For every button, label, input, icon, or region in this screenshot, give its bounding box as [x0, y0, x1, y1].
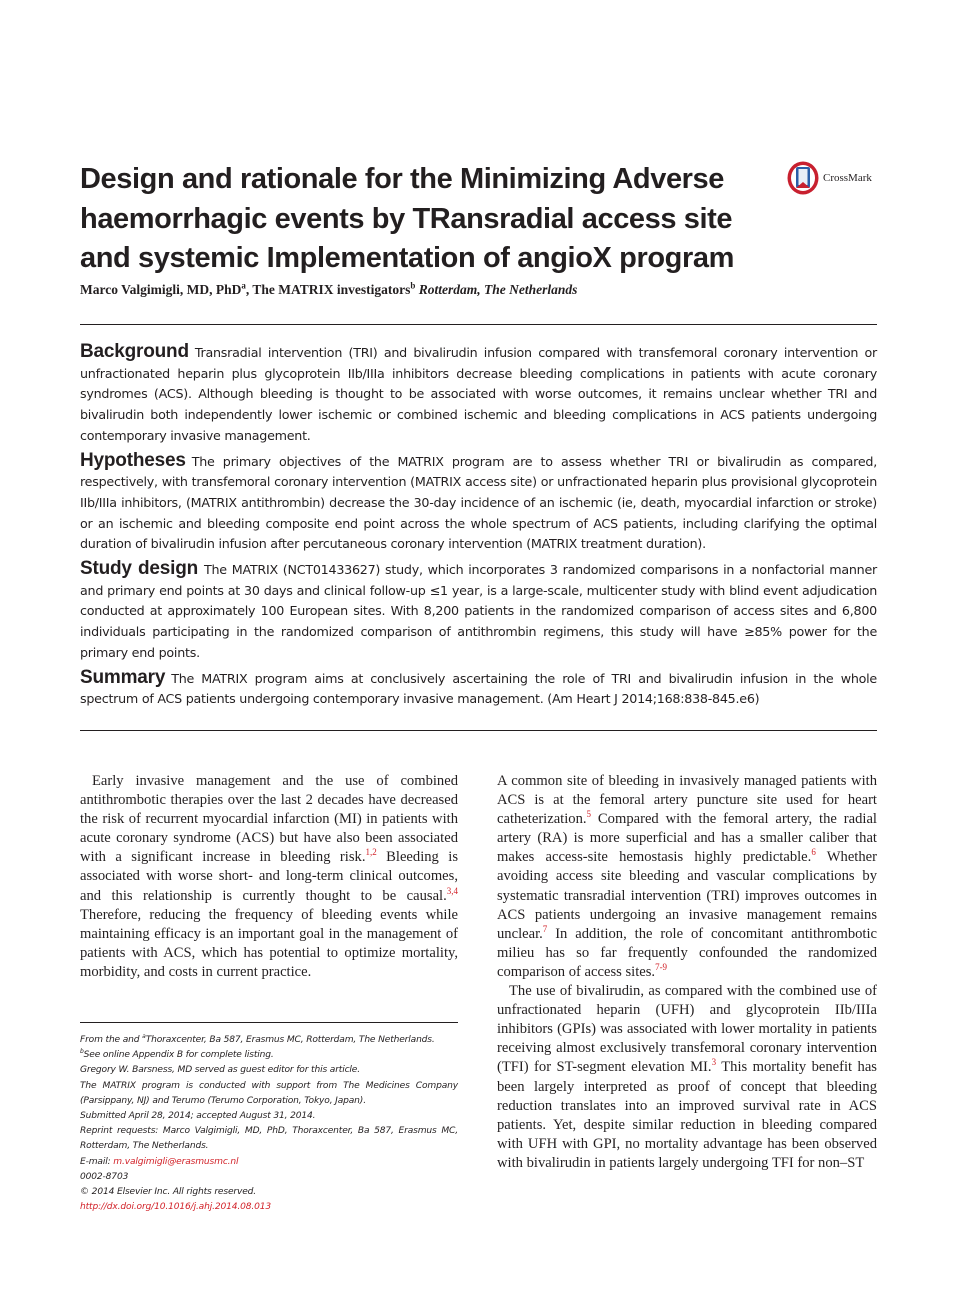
abstract-heading: Background — [80, 341, 189, 362]
abstract-heading: Summary — [80, 666, 166, 688]
abstract-divider — [80, 730, 877, 731]
footnote-copyright: © 2014 Elsevier Inc. All rights reserved. — [80, 1187, 257, 1198]
footnote-text: From the and — [80, 1035, 143, 1045]
body-text: Bleeding is associated with worse short- and long-term clinical outcomes, and this relationship is currently thought to be causal. — [80, 849, 458, 904]
body-text: This mortality benefit has been largely interpreted as proof of concept that bleeding reduction translates into an improved survival rate in ACS patients. Yet, despite similar reduction in bleeding compared with UFH with GPI, no mortality advantage has been observed with bivalirudin in patients largely undergoing TFI for non–ST — [497, 1059, 877, 1171]
header-divider — [80, 324, 877, 325]
author-group: The MATRIX investigators — [252, 282, 411, 297]
footnote-text: Thoraxcenter, Ba 587, Erasmus MC, Rotterdam, The Netherlands. — [145, 1035, 435, 1045]
body-text: Whether avoiding access site bleeding and vascular complications by systematic transradial intervention (TRI) improves outcomes in ACS patients undergoing an invasive management remains unclear. — [497, 849, 877, 942]
abstract — [80, 342, 877, 714]
author-separator: , — [245, 282, 253, 297]
reference-link[interactable]: 3,4 — [446, 885, 458, 896]
abstract-study-design — [80, 559, 877, 664]
email-link[interactable]: m.valgimigli@erasmusmc.nl — [113, 1156, 239, 1167]
footnote-affiliation-a — [80, 1033, 458, 1048]
footnote-dates: Submitted April 28, 2014; accepted August 31, 2014. — [80, 1111, 316, 1122]
abstract-heading: Hypotheses — [80, 449, 186, 471]
abstract-heading: Study design — [80, 558, 199, 580]
footnote-support: The MATRIX program is conducted with support from The Medicines Company (Parsippany, NJ) and Terumo (Terumo Corporation, Tokyo, Japan). — [80, 1080, 458, 1106]
body-text: A common site of bleeding in invasively managed patients with ACS is at the femoral artery puncture site used for heart catheterization. — [497, 773, 877, 828]
abstract-background — [80, 342, 877, 447]
body-column-left — [80, 772, 458, 982]
body-paragraph — [497, 772, 877, 982]
body-column-right — [497, 772, 877, 1173]
author-line — [80, 282, 880, 298]
reference-link[interactable]: 5 — [586, 809, 592, 820]
footnote-issn: 0002-8703 — [80, 1171, 129, 1182]
body-text: Early invasive management and the use of combined antithrombotic therapies over the last 2 decades have decreased the risk of recurrent myocardial infarction (MI) in patients with acute coronary syndrome (ACS) but have also been associated with a significant increase in bleeding risk. — [80, 773, 458, 866]
footnote-text: See online Appendix B for complete listing. — [83, 1050, 274, 1061]
affiliation-marker: b — [410, 280, 416, 291]
reference-link[interactable]: 7-9 — [655, 962, 668, 973]
body-paragraph — [497, 982, 877, 1173]
body-text: The use of bivalirudin, as compared with the combined use of unfractionated heparin (UFH) and glycoprotein IIb/IIIa inhibitors (GPIs) was associated with lower mortality in patients receiving almost exclusively transfemoral coronary intervention (TFI) for ST-segment elevation MI. — [497, 983, 877, 1076]
reference-link[interactable]: 7 — [542, 923, 548, 934]
body-text: Compared with the femoral artery, the radial artery (RA) is more superficial and has a smaller caliber that makes access-site hemostasis highly predictable. — [497, 811, 877, 866]
crossmark-icon — [786, 160, 820, 196]
footnote-email — [80, 1155, 458, 1170]
footnote-marker: a — [142, 1032, 146, 1040]
reference-link[interactable]: 3 — [711, 1057, 717, 1068]
footnote-text: E-mail: — [80, 1156, 114, 1167]
footnote-reprint: Reprint requests: Marco Valgimigli, MD, PhD, Thoraxcenter, Ba 587, Erasmus MC, Rotterdam, The Netherlands. — [80, 1126, 458, 1152]
reference-link[interactable]: 6 — [811, 847, 816, 858]
doi-link[interactable]: http://dx.doi.org/10.1016/j.ahj.2014.08.013 — [80, 1202, 272, 1213]
abstract-text: The primary objectives of the MATRIX program are to assess whether TRI or bivalirudin as compared, respectively, with transfemoral coronary intervention (MATRIX access site) or unfractionated heparin plus provisional glycoprotein IIb/IIIa inhibitors, (MATRIX antithrombin) decrease the 30-day incidence of an ischemic (ie, death, myocardial infarction or stroke) or an ischemic and bleeding composite end point across the whole spectrum of ACS patients, including clarifying the optimal duration of bivalirudin infusion after percutaneous coronary intervention (MATRIX treatment duration). — [80, 453, 877, 552]
body-text: In addition, the role of concomitant antithrombotic milieu has so far frequently confounded the randomized comparison of access sites. — [497, 925, 877, 980]
abstract-text: Transradial intervention (TRI) and bivalirudin infusion compared with transfemoral coronary intervention or unfractionated heparin plus glycoprotein IIb/IIIa inhibitors decrease bleeding complications in patients with acute coronary syndromes (ACS). Although bleeding is thought to be associated with worse outcomes, it remains unclear whether TRI and bivalirudin both independently lower ischemic or combined ischemic and bleeding complications in ACS patients undergoing contemporary invasive management. — [80, 345, 877, 443]
footnote-affiliation-b — [80, 1048, 458, 1063]
abstract-text: The MATRIX program aims at conclusively ascertaining the role of TRI and bivalirudin infusion in the whole spectrum of ACS patients undergoing contemporary invasive management. (Am Heart J 2014;168:838-845.e6) — [80, 670, 877, 707]
body-paragraph — [80, 772, 458, 982]
author-name: Marco Valgimigli, MD, PhD — [80, 282, 242, 297]
article-title: Design and rationale for the Minimizing Adverse haemorrhagic events by TRansradial access site and systemic Implementation of angioX program — [80, 163, 734, 274]
footnotes — [80, 1033, 458, 1215]
crossmark-badge[interactable] — [786, 160, 886, 196]
footnote-marker: b — [80, 1048, 84, 1056]
footnote-divider — [80, 1022, 458, 1023]
author-location: Rotterdam, The Netherlands — [418, 282, 578, 297]
abstract-text: The MATRIX (NCT01433627) study, which incorporates 3 randomized comparisons in a nonfactorial manner and primary end points at 30 days and clinical follow-up ≤1 year, is a large-scale, multicenter study with blind event adjudication conducted at approximately 100 European sites. With 8,200 patients in the randomized comparison of access sites and 6,800 individuals participating in the randomized comparison of antithrombin regimens, this study will have ≥85% power for the primary end points. — [80, 562, 877, 660]
crossmark-label: CrossMark — [823, 172, 872, 184]
affiliation-marker: a — [241, 280, 246, 291]
reference-link[interactable]: 1,2 — [365, 847, 377, 858]
abstract-summary — [80, 668, 877, 710]
footnote-guest-editor: Gregory W. Barsness, MD served as guest editor for this article. — [80, 1065, 360, 1076]
abstract-hypotheses — [80, 451, 877, 556]
body-text: Therefore, reducing the frequency of bleeding events while maintaining efficacy is an important goal in the management of patients with ACS, which has potential to optimize mortality, morbidity, and costs in current practice. — [80, 906, 458, 980]
